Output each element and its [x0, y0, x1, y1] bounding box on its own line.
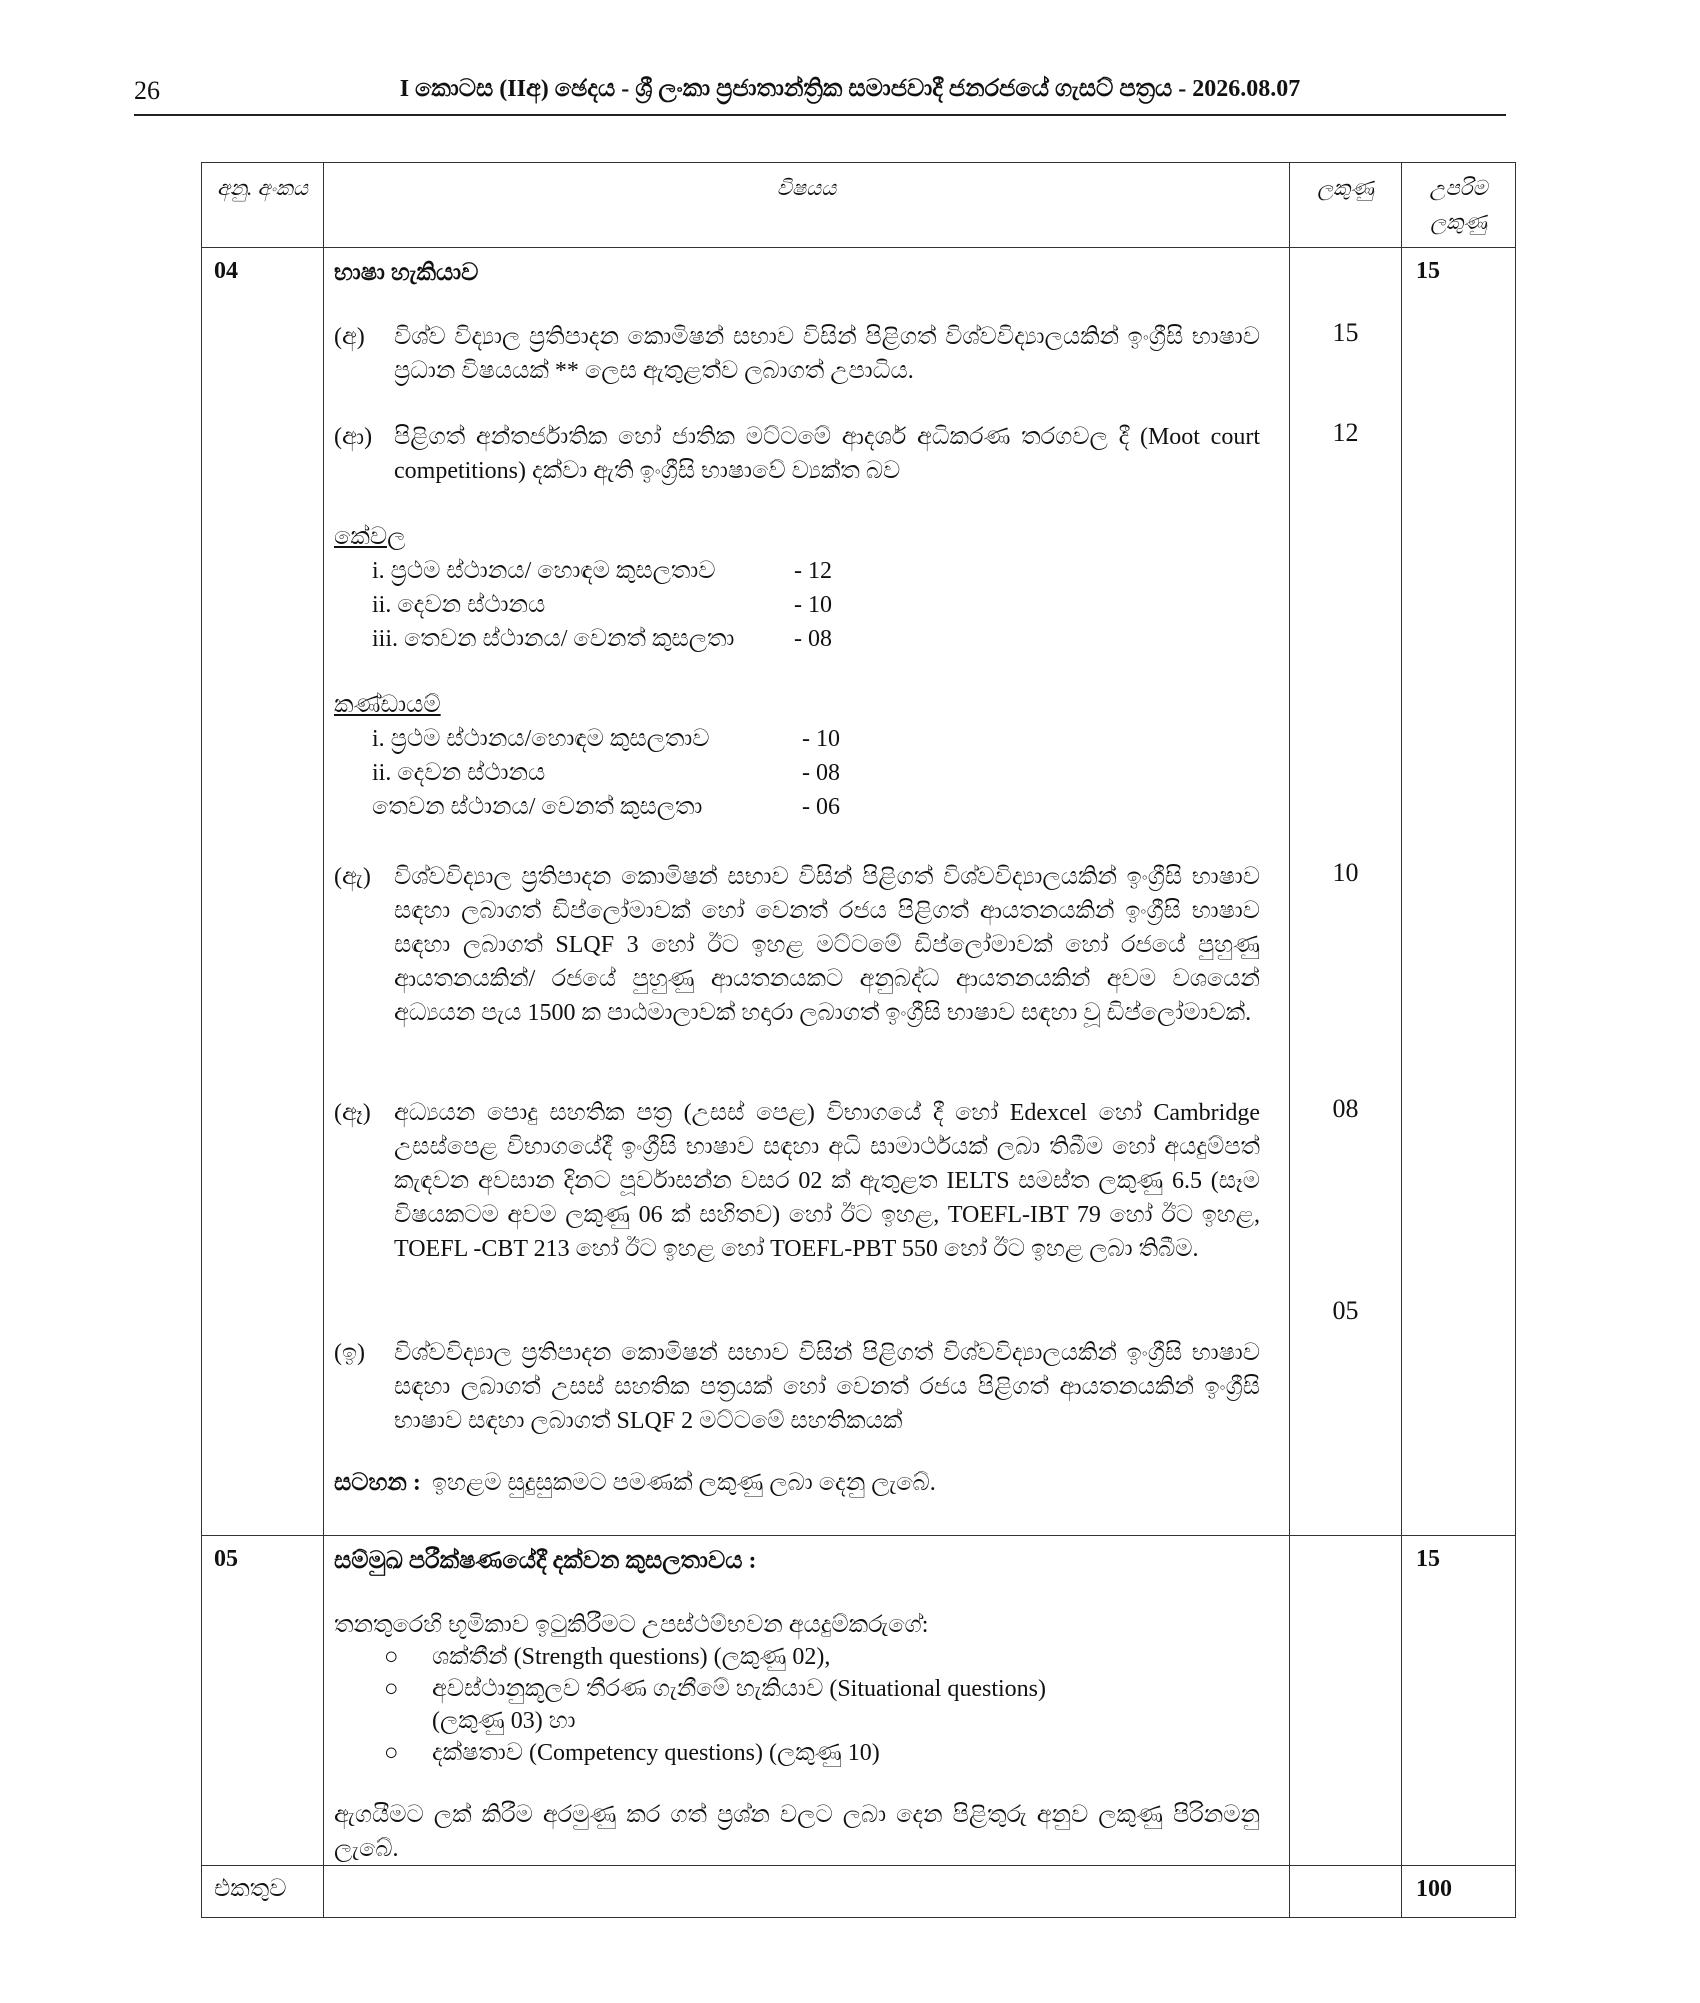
item-marks: 10: [1332, 858, 1359, 887]
list-item: දක්ෂතාව (Competency questions) (ලකුණු 10): [432, 1740, 880, 1766]
item-label: (ඉ): [334, 1340, 366, 1366]
note-text: ඉහළම සුදුසුකමට පමණක් ලකුණු ලබා දෙනු ලැබේ.: [432, 1470, 936, 1496]
list-item-score: - 10: [794, 592, 832, 618]
list-item-score: - 08: [802, 760, 840, 786]
item-marks: 15: [1332, 318, 1359, 347]
section-title: භාෂා හැකියාව: [334, 260, 479, 286]
row-subject-cell: [324, 1536, 1290, 1866]
item-marks: 08: [1332, 1094, 1359, 1123]
table-row: [202, 248, 1516, 1536]
bullet-icon: ○: [384, 1676, 399, 1702]
list-item-score: - 08: [794, 626, 832, 652]
list-item: තෙවන ස්ථානය/ වෙනත් කුසලතා: [372, 794, 703, 820]
item-text: විශ්වවිද්‍යාල ප්‍රතිපාදන කොමිෂන් සභාව විසින් පිළිගත් විශ්වවිද්‍යාලයකින් ඉංග්‍රීසි භාෂාව සඳහා ලබාගත් ඩිප්ලෝමාවක් හෝ වෙනත් රජය පිළිගත් ආයතනයකින් ඉංග්‍රීසි භාෂාව සඳහා ලබාගත් SLQF 3 හෝ ඊට ඉහළ මට්ටමේ ඩිප්ලෝමාවක් හෝ රජයේ පුහුණු ආයතනයකින්/ රජයේ පුහුණු ආයතනයකට අනුබද්ධ ආයතනයකින් අවම වශයෙන් අධ්‍යයන පැය 1500 ක පාඨමාලාවක් හදාරා ලබාගත් ඉංග්‍රීසි භාෂාව සඳහා වූ ඩිප්ලෝමාවක්.: [394, 864, 1260, 1026]
intro-text: තනතුරෙහි භූමිකාව ඉටුකිරීමට උපස්ථම්භවන අයදුම්කරුගේ:: [334, 1612, 929, 1638]
total-row: [202, 1866, 1516, 1918]
bullet-icon: ○: [384, 1644, 399, 1670]
row-serial-number: 05: [202, 1536, 324, 1866]
item-label: (ඇ): [334, 864, 371, 890]
row-marks-cell: [1290, 248, 1402, 1536]
list-item: ii. දෙවන ස්ථානය: [372, 760, 546, 786]
note-label: සටහන :: [334, 1470, 421, 1496]
list-item: (ලකුණු 03) හා: [432, 1708, 576, 1734]
row-max-marks: 15: [1402, 1536, 1516, 1866]
table-header-row: [202, 163, 1516, 248]
item-label: (ඈ): [334, 1100, 371, 1126]
item-marks: 05: [1332, 1296, 1359, 1325]
column-header-marks: ලකුණු: [1290, 163, 1402, 248]
list-item-score: - 06: [802, 794, 840, 820]
list-item-score: - 10: [802, 726, 840, 752]
row-marks-cell: [1290, 1536, 1402, 1866]
total-subject-cell: [324, 1866, 1290, 1918]
item-marks: 12: [1332, 418, 1359, 447]
gazette-header-title: I කොටස (IIඅ) ඡෙදය - ශ්‍රී ලංකා ප්‍රජාතාන්ත්‍රික සමාජවාදී ජනරජයේ ගැසට් පත්‍රය - 2026.08.07: [399, 76, 1301, 102]
list-item: i. ප්‍රථම ස්ථානය/හොඳම කුසලතාව: [372, 726, 710, 752]
list-item: ii. දෙවන ස්ථානය: [372, 592, 546, 618]
list-item-score: - 12: [794, 558, 832, 584]
column-header-subject: විෂයය: [324, 163, 1290, 248]
list-item: i. ප්‍රථම ස්ථානය/ හොඳම කුසලතාව: [372, 558, 716, 584]
row-subject-cell: [324, 248, 1290, 1536]
column-header-max-marks: උපරිම ලකුණු: [1402, 163, 1516, 248]
item-text: අධ්‍යයන පොදු සහතික පත්‍ර (උසස් පෙළ) විභාගයේ දී හෝ Edexcel හෝ Cambridge උසස්පෙළ විභාගයේදී ඉංග්‍රීසි භාෂාව සඳහා අධි සාමාර්ථයක් ලබා තිබීම හෝ අයදුම්පත් කැඳවන අවසාන දිනට පූර්වාසන්න වසර 02 ක් ඇතුළත IELTS සමස්ත ලකුණු 6.5 (සෑම විෂයකටම අවම ලකුණු 06 ක් සහිතව) හෝ ඊට ඉහළ, TOEFL-IBT 79 හෝ ඊට ඉහළ, TOEFL -CBT 213 හෝ ඊට ඉහළ හෝ TOEFL-PBT 550 හෝ ඊට ඉහළ ලබා තිබීම.: [394, 1100, 1260, 1262]
section-title: සම්මුඛ පරීක්ෂණයේදී දක්වන කුසලතාවය :: [334, 1548, 757, 1574]
total-label: එකතුව: [202, 1866, 324, 1918]
total-marks-cell: [1290, 1866, 1402, 1918]
header-divider: [134, 114, 1506, 116]
item-label: (අ): [334, 324, 365, 350]
closing-text: ඇගයීමට ලක් කිරීම අරමුණු කර ගත් ප්‍රශ්න වලට ලබා දෙන පිළිතුරු අනුව ලකුණු පිරිනමනු ලැබේ.: [334, 1802, 1260, 1862]
page-number: 26: [134, 76, 160, 105]
group-heading: කණ්ඩායම්: [334, 692, 441, 718]
bullet-icon: ○: [384, 1740, 399, 1766]
row-max-marks: 15: [1402, 248, 1516, 1536]
row-serial-number: 04: [202, 248, 324, 1536]
list-item: ශක්තීන් (Strength questions) (ලකුණු 02),: [432, 1644, 831, 1670]
individual-heading: කේවල: [334, 524, 406, 550]
column-header-serial: අනු. අංකය: [202, 163, 324, 248]
item-text: විශ්ව විද්‍යාල ප්‍රතිපාදන කොමිෂන් සභාව විසින් පිළිගත් විශ්වවිද්‍යාලයකින් ඉංග්‍රීසි භාෂාව ප්‍රධාන විෂයයක් ** ලෙස ඇතුළත්ව ලබාගත් උපාධිය.: [394, 324, 1260, 384]
marks-table: [201, 162, 1516, 1918]
item-text: විශ්වවිද්‍යාල ප්‍රතිපාදන කොමිෂන් සභාව විසින් පිළිගත් විශ්වවිද්‍යාලයකින් ඉංග්‍රීසි භාෂාව සඳහා ලබාගත් උසස් සහතික පත්‍රයක් හෝ වෙනත් රජය පිළිගත් ආයතනයකින් ඉංග්‍රීසි භාෂාව සඳහා ලබාගත් SLQF 2 මට්ටමේ සහතිකයක්: [394, 1340, 1260, 1434]
item-text: පිළිගත් අන්තර්ජාතික හෝ ජාතික මට්ටමේ ආදර්ශ අධිකරණ තරගවල දී (Moot court: [394, 424, 1260, 450]
item-text: competitions) දක්වා ඇති ඉංග්‍රීසි භාෂාවේ ව්‍යක්ත බව: [394, 458, 901, 484]
total-value: 100: [1402, 1866, 1516, 1918]
table-row: [202, 1536, 1516, 1866]
item-label: (ආ): [334, 424, 373, 450]
list-item: අවස්ථානුකූලව තීරණ ගැනීමේ හැකියාව (Situational questions): [432, 1676, 1046, 1702]
list-item: iii. තෙවන ස්ථානය/ වෙනත් කුසලතා: [372, 626, 735, 652]
